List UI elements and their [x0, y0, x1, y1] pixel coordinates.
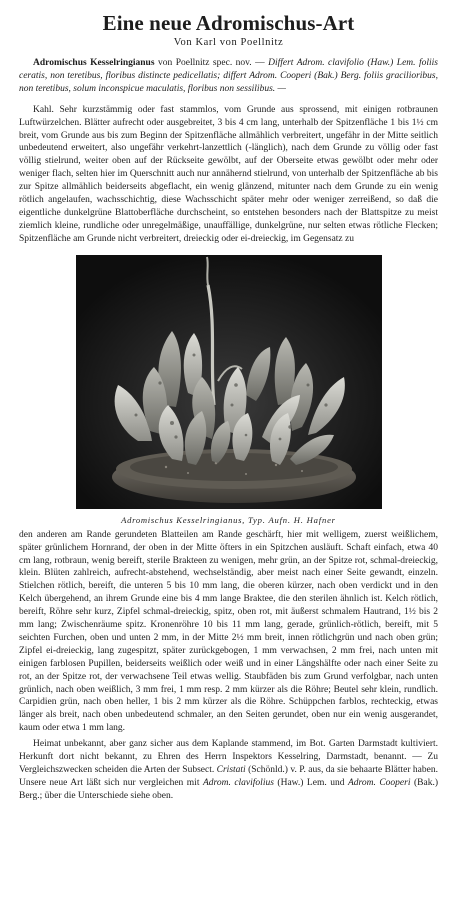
taxon-cristati: Cristati — [216, 765, 246, 775]
species-name: Adromischus Kesselringianus — [33, 58, 155, 68]
caption-credit: , Typ. Aufn. H. Hafner — [242, 514, 336, 525]
description-paragraph-3 — [19, 738, 438, 803]
taxon-cooperi: Adrom. Cooperi — [347, 777, 411, 788]
paragraph-3-text-4: (Bak.) Berg.; über die Unterschiede siehe oben. — [19, 777, 439, 801]
description-paragraph-2: den anderen am Rande gerundeten Blatteilen am Rande geschärft, hier mit welligem, zuerst weißlichem, später grünlichem Hornrand, der oben in der Mitte öfters in ein Spitzchen ausläuft. Schaft einfach, etwa 40 cm lang, rotbraun, wenig bereift, sterile Brakteen zu wenigen, mehr grün, an der Spitze rot, schmal-dreieckig, klein. Blüten zahlreich, aufrecht-abstehend, wechselständig, aber meist nach einer Seite gewandt, einzeln. Stielchen rötlich, bereift, die unteren 5 bis 10 mm lang, die oberen kürzer, nach oben verdickt und in den Kelch übergehend, an ihrem Grunde eine bis 4 mm lange Braktee, die den sterilen ähnlich ist. Kelch rötlich, bereift, Röhre sehr kurz, Zipfel schmal-dreieckig, spitz, oben rot, mit äußerst schmalem Hautrand, 1½ bis 2 mm lang; Zwischenräume spitz. Kronenröhre 10 bis 11 mm lang, gerade, grünlich-rötlich, bereift, mit 5 seichten Furchen, oben und unten 2 mm, in der Mitte 2½ mm breit, innen rötlichgrün und nach oben grün; Zipfel ei-dreieckig, lang zugespitzt, später zurückgebogen, 1 mm verwachsen, 2 mm frei, nach unten mit einigen farblosen Pupillen, beiderseits weißlich oder weiß und in einer Längshälfte oder nach einer Seite zu rot, an der Spitze rot, der verwachsene Teil etwas wellig. Staubfäden bis zum Grund verfolgbar, nach unten grünlich, nach oben weißlich, 3 mm frei, 1 mm resp. 2 mm kürzer als die Röhre; Beutel sehr klein, rundlich. Carpidien grün, nach oben heller, 1 bis 2 mm kürzer als die Röhre. Schüppchen farblos, rechteckig, etwas länger als breit, nach oben unbedeutend schmaler, an den Seiten gerundet, oben nur ein wenig ausgerandet, kaum oder etwa 1 mm lang. — [19, 529, 438, 734]
description-paragraph-1: Kahl. Sehr kurzstämmig oder fast stammlos, vom Grunde aus sprossend, mit einigen rotbraunen Luftwürzelchen. Blätter aufrecht oder ausgebreitet, 3 bis 4 cm lang, unterhalb der Spitzenfläche 1 bis 1½ cm breit, vom Grunde aus bis zum Beginn der Spitzenfläche allmählich verbreitert, ungefähr in der Mitte seitlich unbedeutend erweitert, also ungefähr verkehrt-lanzettlich (-länglich), nach dem Grunde zu völlig oder fast völlig stielrund, weiter oben auf der Rückseite gewölbt, auf der Oberseite etwas gewölbt oder mehr oder weniger flach, selten hier im Querschnitt auch nur annähernd stielrund, von unterhalb der Spitzenfläche ab bis zur Spitze allmählich beiderseits abgeflacht, ein wenig glänzend, mitunter nach dem Grunde zu ein wenig rötlich angelaufen, wachsschichtig, diese Wachsschicht später mehr oder weniger zerreißend, so daß die eigentliche dunkelgrüne Blattoberfläche durchscheint, so entstehen besonders nach der Blattspitze zu meist ziemlich kleine, rundliche oder unregelmäßige, unauffällige, dunkelgrüne, nur selten etwas rötliche Flecken; Spitzenfläche am Grunde nicht verbreitert, dreieckig oder ei-dreieckig, im Gegensatz zu — [19, 104, 438, 244]
figure-caption — [76, 515, 382, 526]
taxon-clavifolius: Adrom. clavifolius — [202, 777, 274, 788]
paragraph-3-text-3: (Haw.) Lem. und — [273, 777, 348, 788]
paragraph-3-text-1: Heimat unbekannt, aber ganz sicher aus dem Kaplande stammend, im Bot. Garten Darmstadt kultiviert. Herkunft dort nicht bekannt, zu Ehren des Herrn Inspektors Kesselring, Darmstadt, benannt. — Zu Vergleichszwecken scheiden die Arten der Subsect. — [19, 739, 438, 775]
paragraph-3-text-2: (Schönld.) v. P. aus, da sie behaarte Blätter haben. Unsere neue Art läßt sich nur vergleichen mit — [19, 765, 438, 788]
latin-text: Differt Adrom. clavifolio (Haw.) Lem. foliis ceratis, non teretibus, floribus distincte pedicellatis; differt Adrom. Cooperi (Bak.) Berg. foliis gracilioribus, non teretibus, solum inconspicue maculatis, floribus non sessilibus. — — [19, 58, 438, 94]
latin-diagnosis — [19, 57, 438, 96]
author-line: Von Karl von Poellnitz — [173, 37, 284, 48]
article-title: Eine neue Adromischus-Art — [102, 11, 355, 35]
caption-species: Adromischus Kesselringianus — [121, 514, 243, 525]
species-authority: von Poellnitz spec. nov. — — [154, 58, 269, 68]
plant-photo — [76, 255, 382, 509]
figure — [76, 255, 382, 526]
